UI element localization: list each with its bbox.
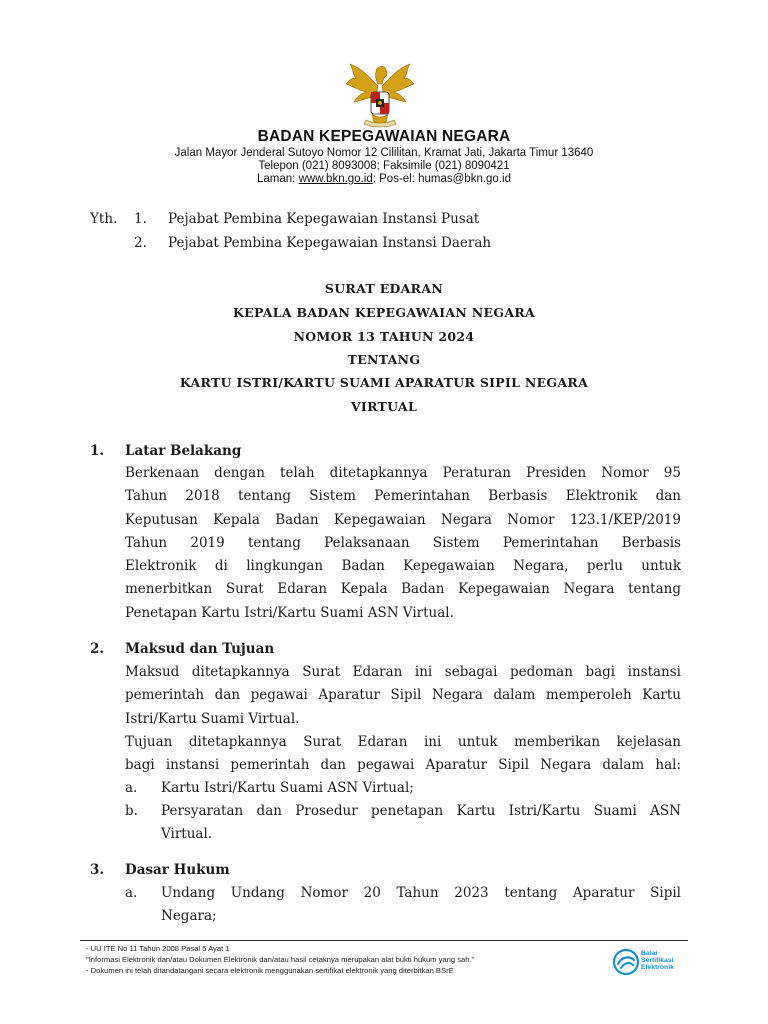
addressee-text: Pejabat Pembina Kepegawaian Instansi Daerah: [168, 235, 492, 251]
title-line: VIRTUAL: [350, 399, 418, 414]
org-phone: Telepon (021) 8093008; Faksimile (021) 8090421: [258, 160, 510, 172]
list-item-line: Kartu Istri/Kartu Suami ASN Virtual;: [161, 780, 414, 796]
section-number: 1.: [90, 443, 105, 459]
footer-divider: [80, 940, 688, 941]
org-address: Jalan Mayor Jenderal Sutoyo Nomor 12 Cililitan, Kramat Jati, Jakarta Timur 13640: [174, 147, 594, 159]
email-text: ; Pos-el: humas@bkn.go.id: [372, 173, 511, 185]
list-marker: b.: [125, 803, 138, 819]
paragraph-line: Istri/Kartu Suami Virtual.: [125, 710, 300, 727]
section-number: 2.: [90, 641, 105, 657]
paragraph-line: bagi instansi pemerintah dan pegawai Aparatur Sipil Negara dalam hal:: [125, 757, 681, 774]
section-heading: Maksud dan Tujuan: [125, 641, 275, 657]
paragraph-line: menerbitkan Surat Edaran Kepala Badan Kepegawaian Negara tentang: [125, 581, 681, 598]
section-paragraph: [125, 661, 681, 777]
paragraph-line: Tujuan ditetapkannya Surat Edaran ini untuk memberikan kejelasan: [125, 733, 681, 750]
addressees-block: [90, 211, 650, 251]
paragraph-line: Tahun 2018 tentang Sistem Pemerintahan Berbasis Elektronik dan: [125, 488, 681, 505]
title-line: SURAT EDARAN: [324, 281, 444, 296]
garuda-emblem-icon: [340, 58, 420, 128]
title-line: TENTANG: [347, 352, 421, 367]
list-item-line: Persyaratan dan Prosedur penetapan Kartu Istri/Kartu Suami ASN: [161, 803, 681, 819]
section-number: 3.: [90, 862, 105, 878]
addressee-number: 2.: [134, 235, 147, 251]
paragraph-line: Elektronik di lingkungan Badan Kepegawaian Negara, perlu untuk: [125, 558, 681, 575]
paragraph-line: pemerintah dan pegawai Aparatur Sipil Negara dalam memperoleh Kartu: [125, 687, 681, 704]
addressee-label: Yth.: [90, 211, 118, 227]
addressee-number: 1.: [134, 211, 147, 227]
title-line: KEPALA BADAN KEPEGAWAIAN NEGARA: [232, 305, 536, 320]
section-heading: Latar Belakang: [125, 443, 242, 459]
web-prefix: Laman:: [257, 173, 299, 185]
list-item-line: Undang Undang Nomor 20 Tahun 2023 tentang Aparatur Sipil: [161, 885, 681, 901]
paragraph-line: Tahun 2019 tentang Pelaksanaan Sistem Pemerintahan Berbasis: [125, 534, 681, 551]
footer-law-reference: - UU ITE No 11 Tahun 2008 Pasal 5 Ayat 1: [86, 944, 230, 953]
list-marker: a.: [125, 780, 138, 796]
footer-signature-note: - Dokumen ini telah ditandatangani secara elektronik menggunakan sertifikat elektronik yang diterbitkan BSrE: [86, 966, 454, 975]
title-line: NOMOR 13 TAHUN 2024: [293, 329, 475, 344]
web-link[interactable]: www.bkn.go.id: [298, 173, 373, 185]
list-item: [125, 800, 681, 848]
list-item: [125, 882, 681, 930]
list-item-line: Virtual.: [161, 826, 213, 843]
org-web: [100, 172, 668, 186]
list-marker: a.: [125, 885, 138, 901]
footer-law-quote: "Informasi Elektronik dan/atau Dokumen Elektronik dan/atau hasil cetaknya merupakan alat bukti hukum yang sah.": [86, 955, 475, 964]
addressee-text: Pejabat Pembina Kepegawaian Instansi Pusat: [168, 211, 480, 227]
section-heading: Dasar Hukum: [125, 862, 230, 878]
bsre-label: Balai: [641, 950, 658, 957]
list-item-line: Negara;: [161, 908, 217, 925]
bsre-label: Sertifikasi: [641, 957, 674, 964]
title-line: KARTU ISTRI/KARTU SUAMI APARATUR SIPIL NEGARA: [179, 375, 589, 390]
paragraph-line: Penetapan Kartu Istri/Kartu Suami ASN Virtual.: [125, 604, 454, 621]
paragraph-line: Berkenaan dengan telah ditetapkannya Peraturan Presiden Nomor 95: [125, 465, 681, 481]
list-item: [125, 777, 681, 801]
bsre-logo-icon: [612, 948, 640, 976]
section-paragraph: [125, 462, 681, 625]
paragraph-line: Maksud ditetapkannya Surat Edaran ini sebagai pedoman bagi instansi: [125, 664, 681, 680]
paragraph-line: Keputusan Kepala Badan Kepegawaian Negara Nomor 123.1/KEP/2019: [125, 511, 681, 528]
org-name: BADAN KEPEGAWAIAN NEGARA: [257, 128, 511, 145]
bsre-label: Elektronik: [641, 964, 674, 971]
